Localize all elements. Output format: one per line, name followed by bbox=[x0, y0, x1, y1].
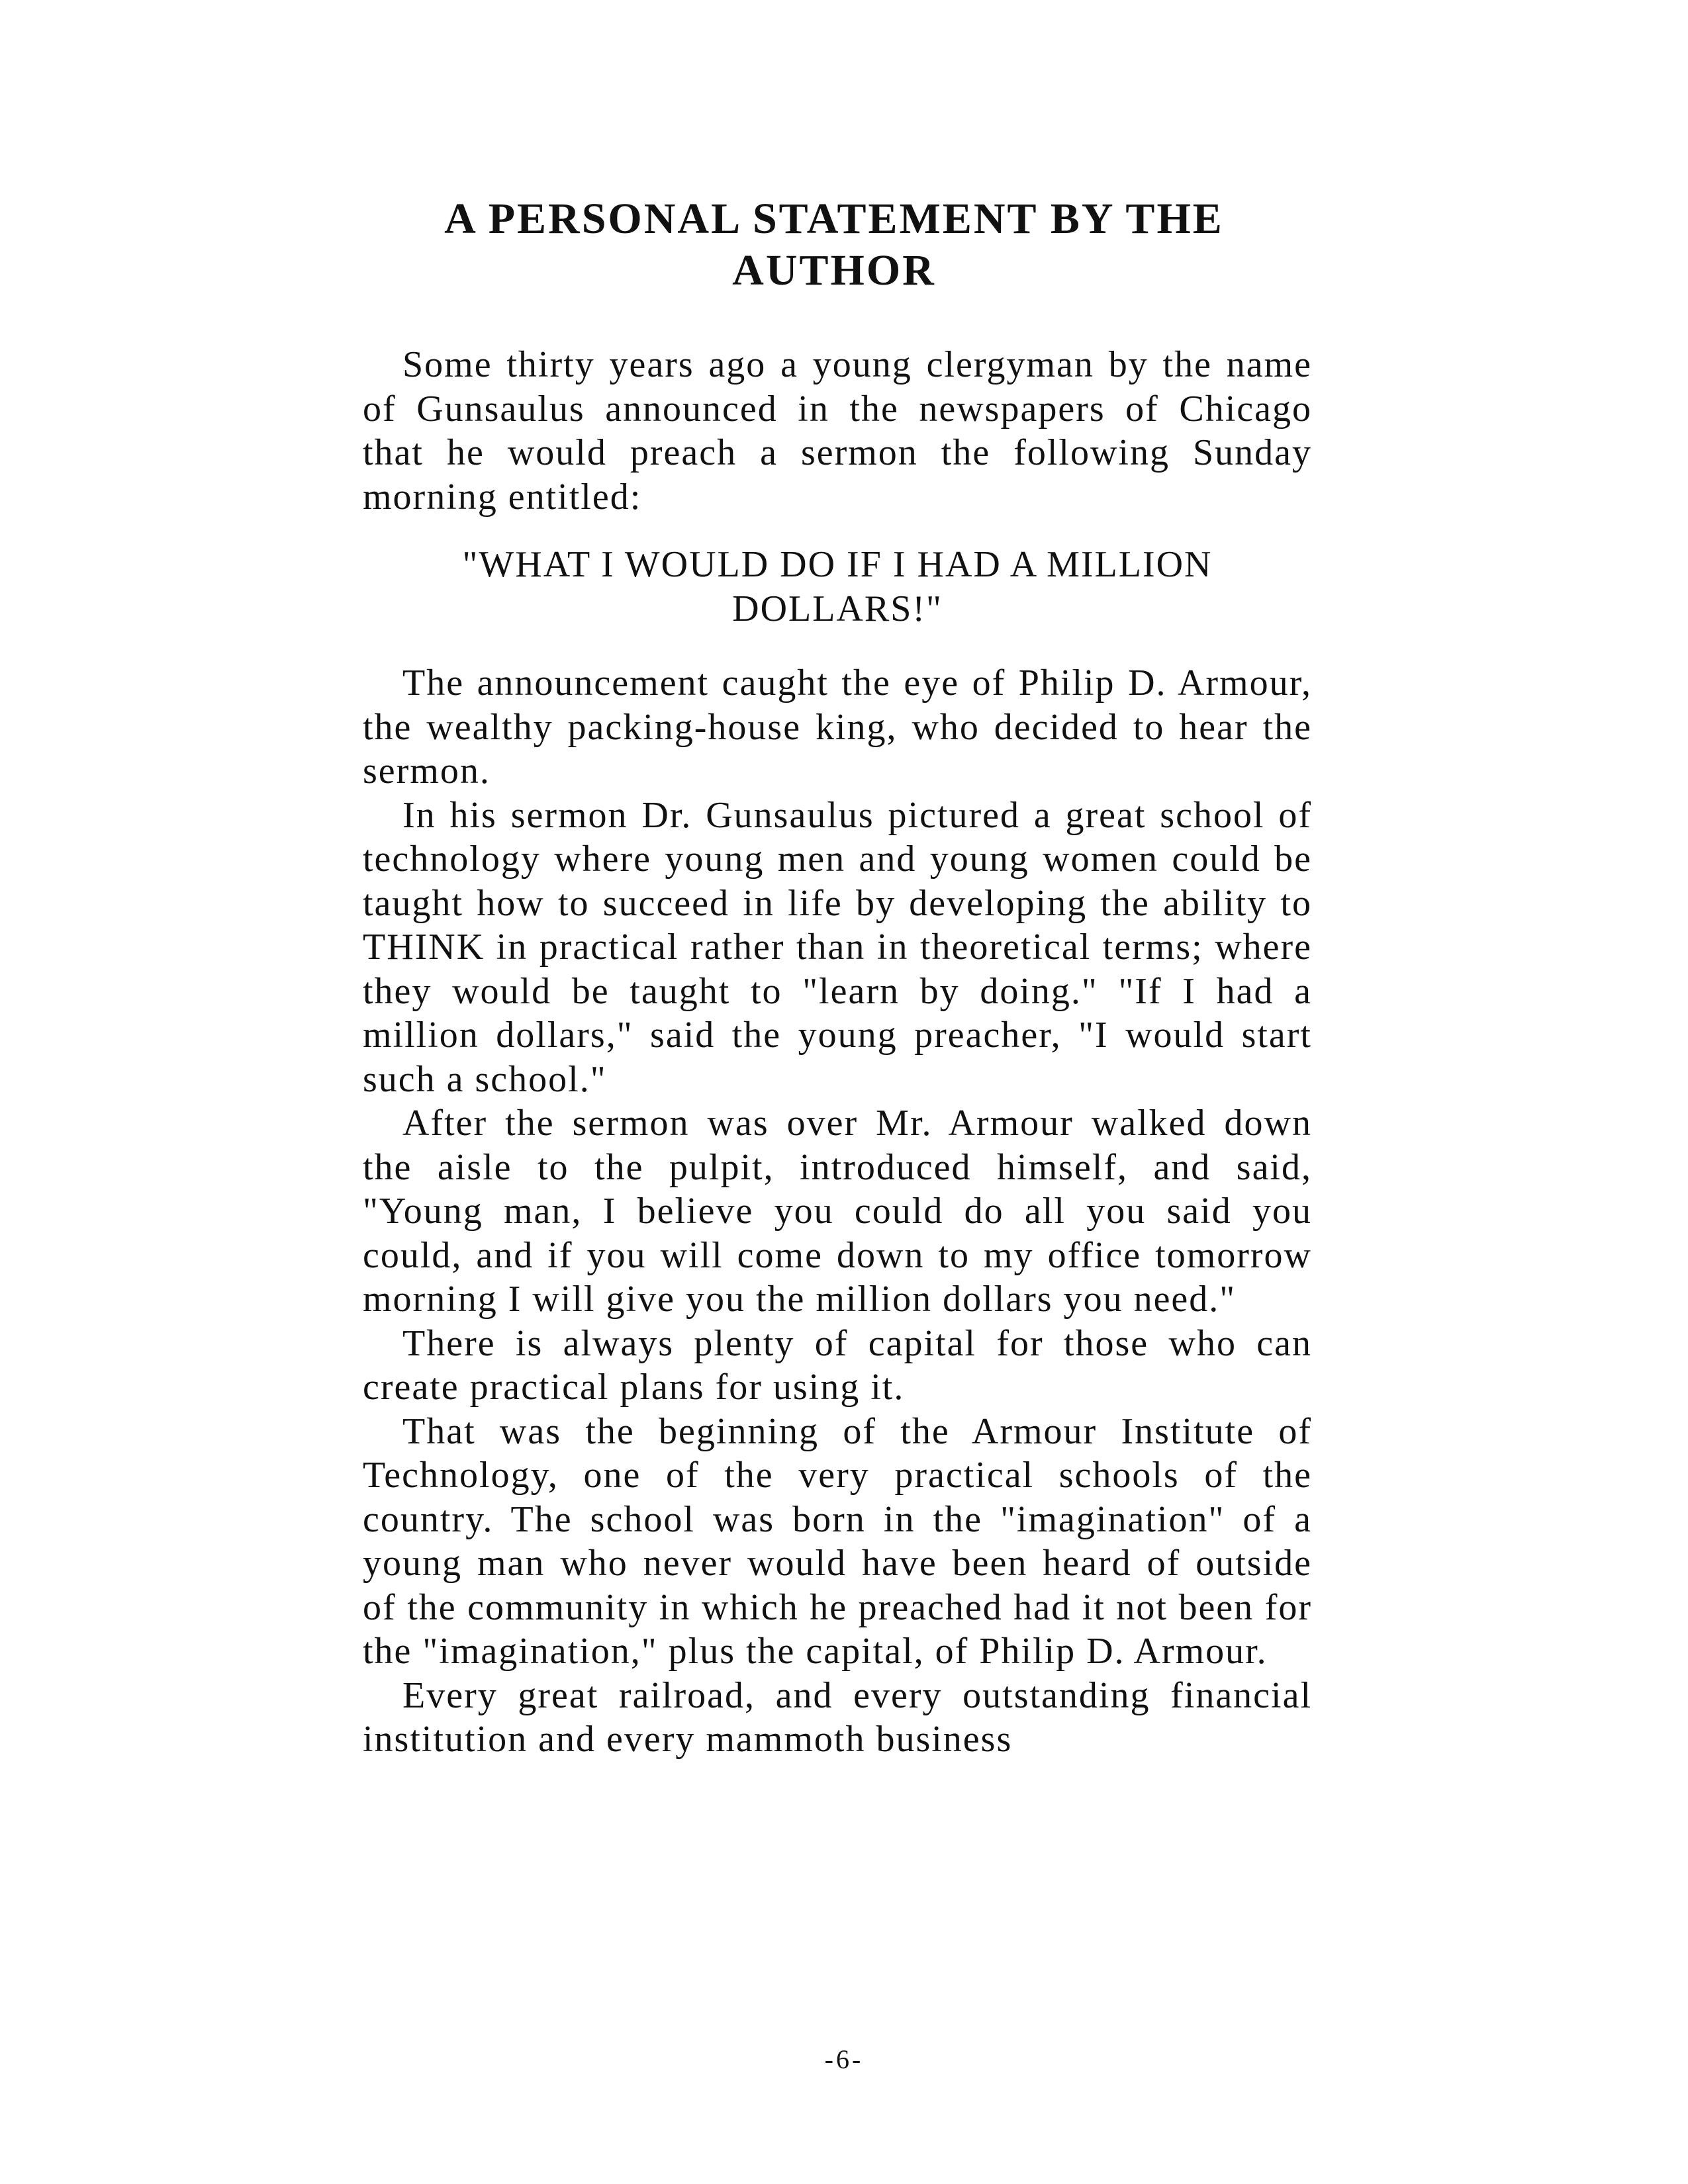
paragraph-announcement: The announcement caught the eye of Philip D. Armour, the wealthy packing-house king, who decided to hear the sermon. bbox=[363, 662, 1312, 792]
paragraph-armour-offer: After the sermon was over Mr. Armour walked down the aisle to the pulpit, introduced himself, and said, "Young man, I believe you could do all you said you could, and if you will come down to my office tomorrow morning I will give you the million dollars you need." bbox=[363, 1103, 1312, 1320]
body-text bbox=[363, 343, 1312, 1762]
page-number: -6- bbox=[824, 2044, 864, 2074]
sermon-title-quote: "WHAT I WOULD DO IF I HAD A MILLION DOLLARS!" bbox=[462, 544, 1213, 629]
page-title: A PERSONAL STATEMENT BY THE AUTHOR bbox=[444, 195, 1224, 295]
paragraph-intro: Some thirty years ago a young clergyman by the name of Gunsaulus announced in the newspapers of Chicago that he would preach a sermon the following Sunday morning entitled: bbox=[363, 344, 1312, 518]
paragraph-sermon: In his sermon Dr. Gunsaulus pictured a great school of technology where young men and young women could be taught how to succeed in life by developing the ability to THINK in practical rather than in theoretical terms; where they would be taught to "learn by doing." "If I had a million dollars," said the young preacher, "I would start such a school." bbox=[363, 794, 1312, 1100]
paragraph-railroad: Every great railroad, and every outstanding financial institution and every mammoth business bbox=[363, 1674, 1312, 1760]
paragraph-capital: There is always plenty of capital for those who can create practical plans for using it. bbox=[363, 1322, 1312, 1408]
paragraph-institute: That was the beginning of the Armour Institute of Technology, one of the very practical schools of the country. The school was born in the "imagination" of a young man who never would have been heard of outside of the community in which he preached had it not been for the "imagination," plus the capital, of Philip D. Armour. bbox=[363, 1410, 1312, 1672]
